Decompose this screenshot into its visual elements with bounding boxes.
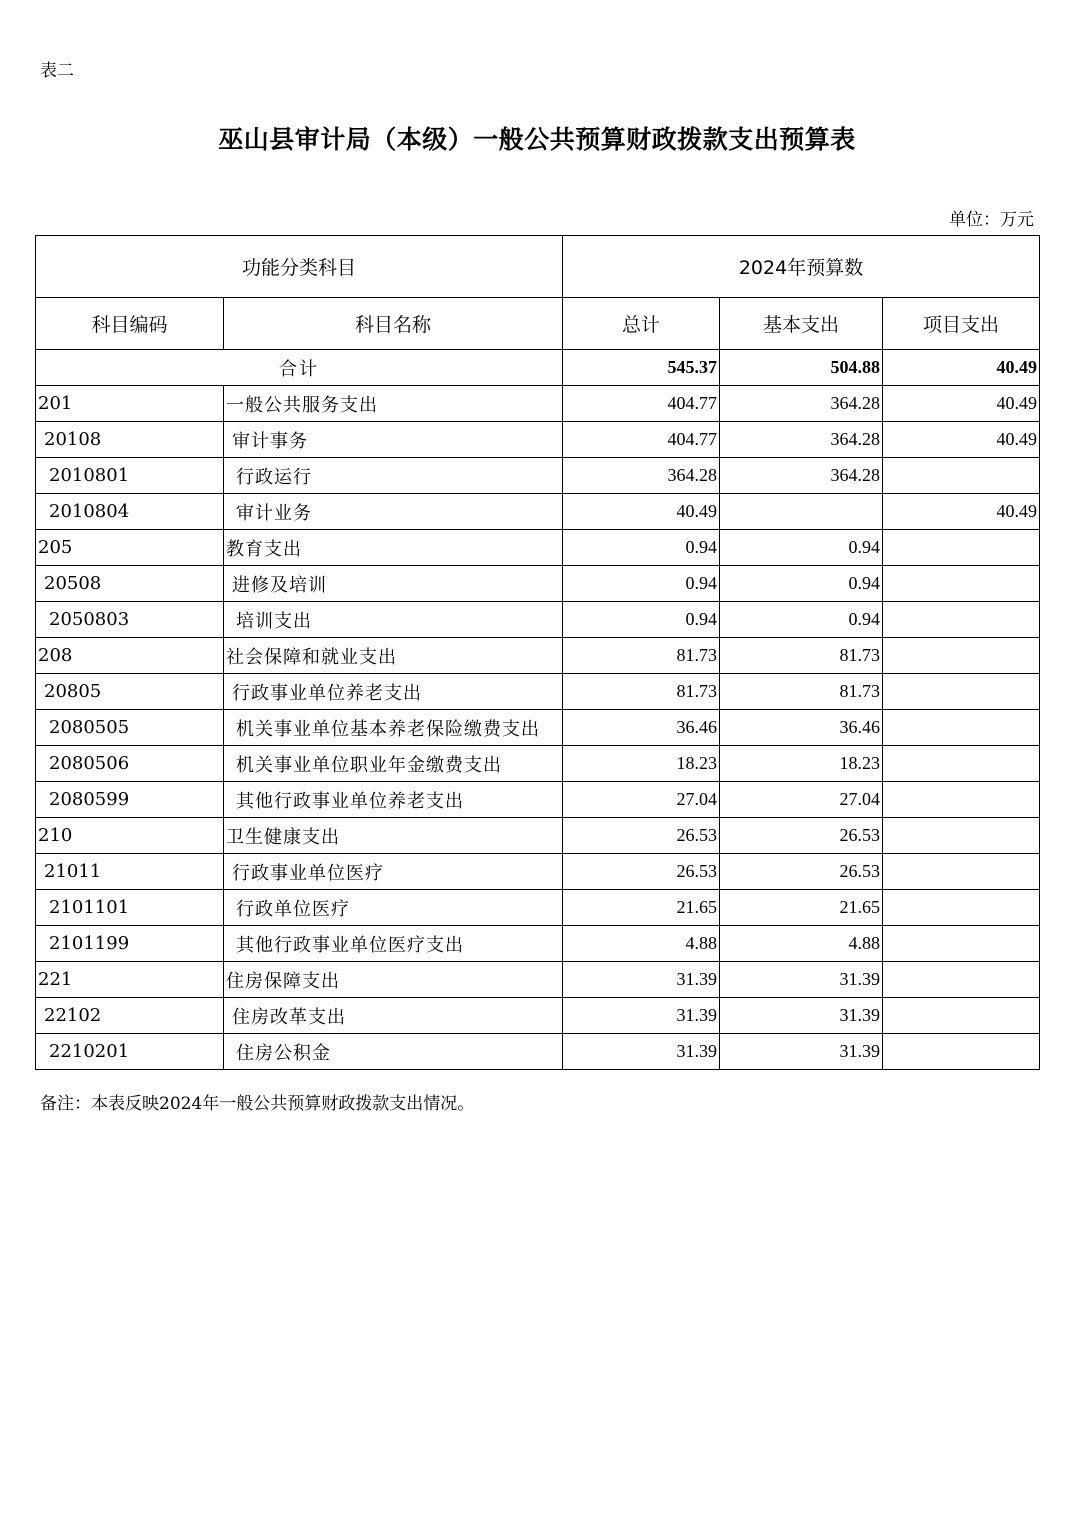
row-project <box>883 782 1040 818</box>
row-total: 26.53 <box>563 818 720 854</box>
total-basic: 504.88 <box>720 350 883 386</box>
row-project <box>883 890 1040 926</box>
row-basic: 27.04 <box>720 782 883 818</box>
table-row <box>36 386 1040 422</box>
row-basic: 364.28 <box>720 422 883 458</box>
row-project: 40.49 <box>883 422 1040 458</box>
row-project <box>883 458 1040 494</box>
row-code: 2010801 <box>36 458 224 494</box>
row-code: 20108 <box>36 422 224 458</box>
header-basic: 基本支出 <box>720 298 883 350</box>
table-row <box>36 674 1040 710</box>
row-basic: 81.73 <box>720 674 883 710</box>
row-project <box>883 602 1040 638</box>
row-name: 行政运行 <box>224 458 563 494</box>
row-basic: 4.88 <box>720 926 883 962</box>
row-name: 机关事业单位基本养老保险缴费支出 <box>224 710 563 746</box>
table-row <box>36 782 1040 818</box>
row-name: 审计业务 <box>224 494 563 530</box>
row-name: 住房公积金 <box>224 1034 563 1070</box>
row-code: 21011 <box>36 854 224 890</box>
header-name: 科目名称 <box>224 298 563 350</box>
row-basic: 31.39 <box>720 962 883 998</box>
row-basic: 0.94 <box>720 566 883 602</box>
row-basic: 26.53 <box>720 854 883 890</box>
row-code: 2210201 <box>36 1034 224 1070</box>
row-name: 住房改革支出 <box>224 998 563 1034</box>
row-code: 20508 <box>36 566 224 602</box>
row-name: 其他行政事业单位养老支出 <box>224 782 563 818</box>
header-group-row <box>36 236 1040 298</box>
row-project <box>883 638 1040 674</box>
row-total: 81.73 <box>563 674 720 710</box>
table-row <box>36 926 1040 962</box>
row-total: 18.23 <box>563 746 720 782</box>
row-total: 36.46 <box>563 710 720 746</box>
table-row <box>36 818 1040 854</box>
row-name: 行政事业单位养老支出 <box>224 674 563 710</box>
row-name: 教育支出 <box>224 530 563 566</box>
row-total: 21.65 <box>563 890 720 926</box>
total-row <box>36 350 1040 386</box>
row-code: 2080506 <box>36 746 224 782</box>
table-row <box>36 638 1040 674</box>
row-total: 0.94 <box>563 602 720 638</box>
table-row <box>36 602 1040 638</box>
row-project <box>883 1034 1040 1070</box>
row-project: 40.49 <box>883 386 1040 422</box>
row-project <box>883 926 1040 962</box>
row-total: 81.73 <box>563 638 720 674</box>
header-code: 科目编码 <box>36 298 224 350</box>
row-project <box>883 854 1040 890</box>
table-row <box>36 530 1040 566</box>
table-row <box>36 854 1040 890</box>
header-total: 总计 <box>563 298 720 350</box>
row-name: 进修及培训 <box>224 566 563 602</box>
row-name: 行政事业单位医疗 <box>224 854 563 890</box>
row-project: 40.49 <box>883 494 1040 530</box>
row-basic: 0.94 <box>720 530 883 566</box>
row-code: 201 <box>36 386 224 422</box>
row-basic <box>720 494 883 530</box>
row-basic: 26.53 <box>720 818 883 854</box>
row-name: 审计事务 <box>224 422 563 458</box>
row-project <box>883 746 1040 782</box>
row-total: 31.39 <box>563 998 720 1034</box>
row-code: 2101199 <box>36 926 224 962</box>
table-row <box>36 710 1040 746</box>
document-title: 巫山县审计局（本级）一般公共预算财政拨款支出预算表 <box>218 125 856 154</box>
row-code: 221 <box>36 962 224 998</box>
row-basic: 18.23 <box>720 746 883 782</box>
table-row <box>36 746 1040 782</box>
header-category: 功能分类科目 <box>36 236 563 298</box>
row-name: 其他行政事业单位医疗支出 <box>224 926 563 962</box>
row-code: 2050803 <box>36 602 224 638</box>
table-row <box>36 890 1040 926</box>
row-code: 2101101 <box>36 890 224 926</box>
row-code: 20805 <box>36 674 224 710</box>
row-basic: 31.39 <box>720 1034 883 1070</box>
row-basic: 81.73 <box>720 638 883 674</box>
row-total: 0.94 <box>563 566 720 602</box>
table-row <box>36 962 1040 998</box>
row-total: 364.28 <box>563 458 720 494</box>
row-project <box>883 818 1040 854</box>
table-row <box>36 1034 1040 1070</box>
header-column-row <box>36 298 1040 350</box>
row-total: 0.94 <box>563 530 720 566</box>
budget-table <box>35 235 1040 1070</box>
row-project <box>883 674 1040 710</box>
row-project <box>883 530 1040 566</box>
row-total: 4.88 <box>563 926 720 962</box>
row-basic: 364.28 <box>720 458 883 494</box>
row-name: 机关事业单位职业年金缴费支出 <box>224 746 563 782</box>
row-basic: 21.65 <box>720 890 883 926</box>
row-total: 404.77 <box>563 422 720 458</box>
total-label: 合计 <box>36 350 563 386</box>
row-total: 26.53 <box>563 854 720 890</box>
row-project <box>883 998 1040 1034</box>
row-basic: 31.39 <box>720 998 883 1034</box>
row-name: 培训支出 <box>224 602 563 638</box>
remark-note: 备注：本表反映2024年一般公共预算财政拨款支出情况。 <box>40 1094 475 1114</box>
row-total: 31.39 <box>563 1034 720 1070</box>
row-name: 一般公共服务支出 <box>224 386 563 422</box>
row-basic: 0.94 <box>720 602 883 638</box>
row-basic: 364.28 <box>720 386 883 422</box>
row-total: 31.39 <box>563 962 720 998</box>
total-project: 40.49 <box>883 350 1040 386</box>
row-project <box>883 962 1040 998</box>
row-code: 210 <box>36 818 224 854</box>
row-total: 40.49 <box>563 494 720 530</box>
table-number-label: 表二 <box>40 61 74 81</box>
row-project <box>883 710 1040 746</box>
row-project <box>883 566 1040 602</box>
table-row <box>36 458 1040 494</box>
row-code: 2080505 <box>36 710 224 746</box>
row-total: 404.77 <box>563 386 720 422</box>
row-name: 住房保障支出 <box>224 962 563 998</box>
table-row <box>36 566 1040 602</box>
row-name: 行政单位医疗 <box>224 890 563 926</box>
row-code: 22102 <box>36 998 224 1034</box>
row-total: 27.04 <box>563 782 720 818</box>
row-name: 卫生健康支出 <box>224 818 563 854</box>
header-budget-year: 2024年预算数 <box>563 236 1040 298</box>
row-name: 社会保障和就业支出 <box>224 638 563 674</box>
table-row <box>36 422 1040 458</box>
row-basic: 36.46 <box>720 710 883 746</box>
total-sum: 545.37 <box>563 350 720 386</box>
row-code: 205 <box>36 530 224 566</box>
row-code: 208 <box>36 638 224 674</box>
row-code: 2080599 <box>36 782 224 818</box>
table-row <box>36 998 1040 1034</box>
unit-label: 单位：万元 <box>949 210 1034 230</box>
table-row <box>36 494 1040 530</box>
row-code: 2010804 <box>36 494 224 530</box>
header-project: 项目支出 <box>883 298 1040 350</box>
